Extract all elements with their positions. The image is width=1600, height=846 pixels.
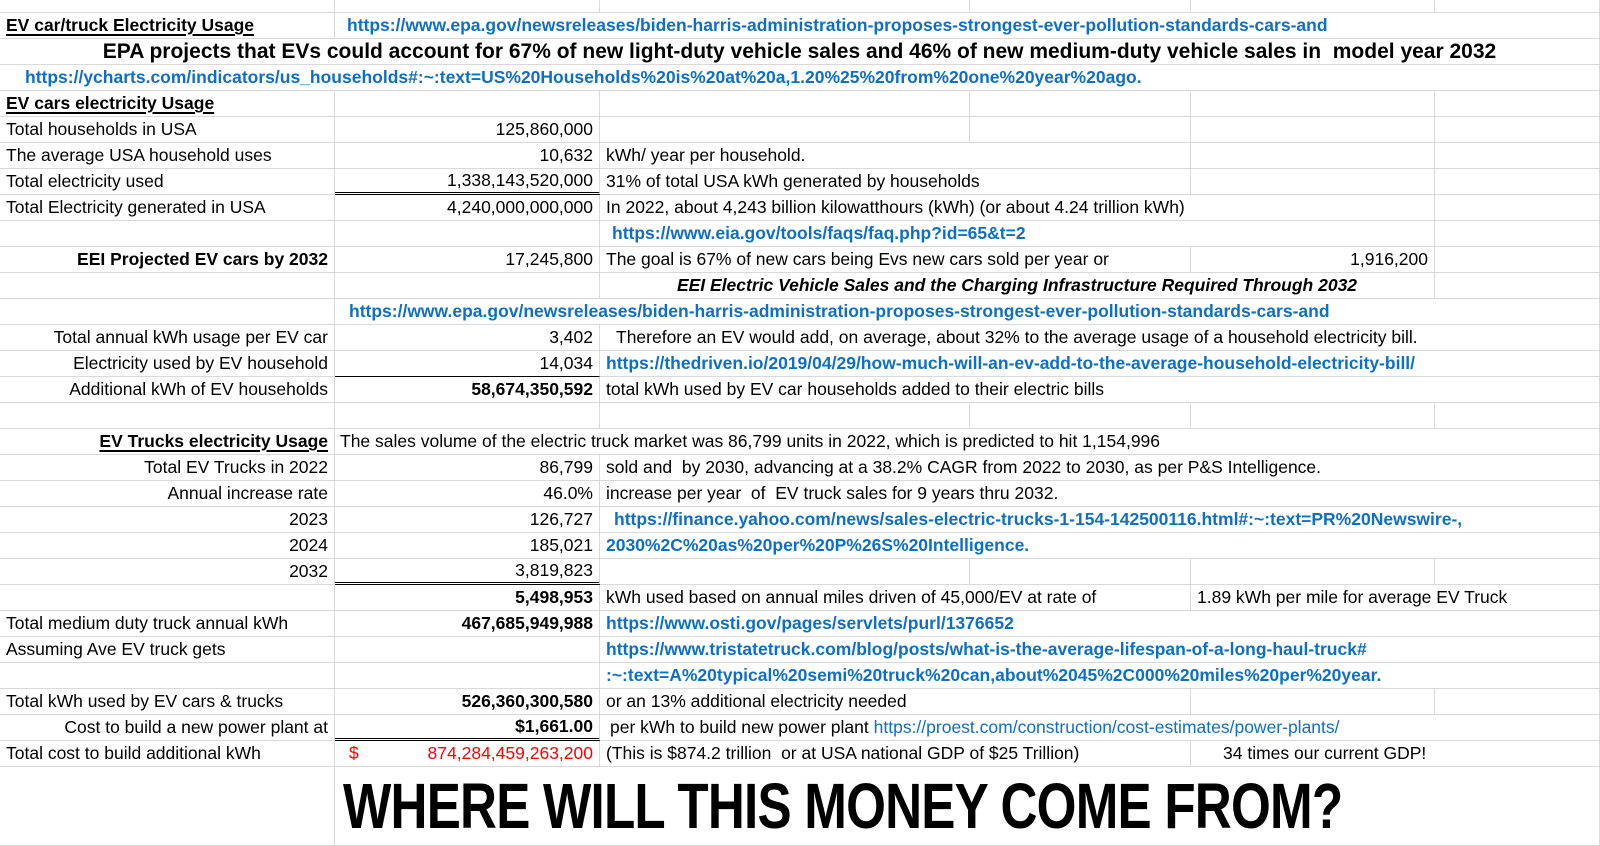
row-ev-cars-section [0,91,1600,117]
cell-empty [600,91,970,117]
label-year-2024[interactable] [0,533,335,559]
cell-empty [0,273,335,299]
section-title-ev-car-truck[interactable] [0,13,335,39]
cell-text: The sales volume of the electric truck market was 86,799 units in 2022, which is predicted to hit 1,154,996 [340,431,1161,451]
value-kwh-per-ev-car[interactable] [335,325,600,351]
cell-text: EPA projects that EVs could account for 67% of new light-duty vehicle sales and 46% of new medium-duty vehicle sales in model year 2032 [102,39,1497,63]
cell-text: EV cars electricity Usage [6,93,215,113]
label-ev-household[interactable] [0,351,335,377]
value-avg-household-kwh[interactable] [335,143,600,169]
cell-empty [335,663,600,689]
link-tristatetruck[interactable] [600,637,1600,663]
row-epa-link-2 [0,299,1600,325]
label-cost-power-plant[interactable] [0,715,335,741]
label-eei-projected[interactable] [0,247,335,273]
cell-text: 31% of total USA kWh generated by households [606,171,980,191]
row-truck-kwh-rate [0,585,1600,611]
link-yahoo-finance[interactable] [600,507,1600,533]
cell-empty [970,91,1191,117]
cell-text: Total households in USA [6,119,197,139]
cell-empty [335,221,600,247]
cell-empty [335,403,600,429]
label-total-cost[interactable] [0,741,335,767]
cell-text: The goal is 67% of new cars being Evs new cars sold per year or [606,249,1109,269]
cell-empty [0,221,335,247]
row-title [0,13,1600,39]
row-ev-trucks-section [0,429,1600,455]
epa-projection-statement[interactable] [0,39,1600,65]
cell-empty [0,299,335,325]
cell-empty [970,117,1191,143]
cell-empty [1191,117,1435,143]
cell-text: Total Electricity generated in USA [6,197,266,217]
link-text[interactable]: https://www.tristatetruck.com/blog/posts/what-is-the-average-lifespan-of-a-long-haul-truck# [606,639,1367,659]
currency-symbol: $ [349,743,359,763]
row-additional-kwh [0,377,1600,403]
cell-empty [1435,91,1600,117]
row-blank [0,403,1600,429]
value-new-cars-per-year[interactable] [1191,247,1435,273]
note-31-percent[interactable] [600,169,1191,195]
cell-text: 10,632 [539,145,593,165]
link-proest[interactable]: https://proest.com/construction/cost-estimates/power-plants/ [873,717,1340,737]
cell-text: 34 times our current GDP! [1223,743,1427,763]
link-osti[interactable] [600,611,1600,637]
cell-text: Total annual kWh usage per EV car [53,327,328,347]
cell-text: 86,799 [539,457,593,477]
note-34-times-gdp[interactable] [1191,741,1600,767]
label-kwh-per-ev-car[interactable] [0,325,335,351]
note-874-trillion[interactable] [600,741,1191,767]
cell-empty [1435,143,1600,169]
value-annual-increase[interactable] [335,481,600,507]
note-kwh-per-mile[interactable] [1191,585,1600,611]
cell-empty [970,403,1191,429]
cell-empty [335,273,600,299]
cell-text: Electricity used by EV household [73,353,328,373]
note-ev-adds-32-percent[interactable] [600,325,1600,351]
cell-empty [600,403,970,429]
link-text[interactable]: https://thedriven.io/2019/04/29/how-much-will-an-ev-add-to-the-average-household-electricity-bill/ [606,353,1416,373]
row-eei-projected [0,247,1600,273]
cell-empty [1435,247,1600,273]
row-ycharts-link [0,65,1600,91]
row-big-question [0,767,1600,846]
link-epa-pollution-standards-2[interactable] [335,299,1600,325]
value-trucks-2023[interactable] [335,507,600,533]
cell-text: In 2022, about 4,243 billion kilowatthours (kWh) (or about 4.24 trillion kWh) [606,197,1185,217]
label-total-electricity-used[interactable] [0,169,335,195]
cell-cost-note[interactable] [600,715,1600,741]
row-top-sliver [0,0,1600,13]
cell-text: increase per year of EV truck sales for 9 years thru 2032. [606,483,1059,503]
row-2023 [0,507,1600,533]
cell-text: 126,727 [529,509,593,529]
cell-text: EV Trucks electricity Usage [99,431,328,451]
cell-text: 467,685,949,988 [461,613,593,633]
note-annual-miles[interactable] [600,585,1191,611]
note-2022-generation[interactable] [600,195,1435,221]
row-medium-duty-kwh [0,611,1600,637]
label-additional-kwh[interactable] [0,377,335,403]
label-assuming-truck[interactable] [0,637,335,663]
cell-empty [1191,169,1435,195]
cell-empty [0,0,335,13]
cell-text: Additional kWh of EV households [69,379,328,399]
value-total-electricity-used[interactable] [335,169,600,195]
cell-text: Total medium duty truck annual kWh [6,613,289,633]
cell-empty [1435,689,1600,715]
cell-text: 1.89 kWh per mile for average EV Truck [1197,587,1508,607]
cell-text: Annual increase rate [167,483,328,503]
label-total-households[interactable] [0,117,335,143]
cell-text: WHERE WILL THIS MONEY COME FROM? [343,770,1343,842]
label-medium-duty-kwh[interactable] [0,611,335,637]
label-trucks-2022[interactable] [0,455,335,481]
cell-empty [1191,143,1435,169]
citation-eei-report[interactable] [600,273,1435,299]
cell-text: EEI Projected EV cars by 2032 [77,249,328,269]
label-total-cars-trucks[interactable] [0,689,335,715]
row-epa-projection [0,39,1600,65]
row-annual-increase [0,481,1600,507]
link-yahoo-finance-cont[interactable] [600,533,1600,559]
label-year-2023[interactable] [0,507,335,533]
cell-text: 2032 [289,561,328,581]
cell-text: Cost to build a new power plant at [64,717,328,737]
value-eei-projected-cars[interactable] [335,247,600,273]
cell-text: 2024 [289,535,328,555]
cell-text: 2023 [289,509,328,529]
value-truck-total[interactable] [335,585,600,611]
cell-text: Total EV Trucks in 2022 [144,457,328,477]
row-cost-power-plant [0,715,1600,741]
value-cost-per-kwh[interactable] [335,715,600,741]
row-total-cost [0,741,1600,767]
cell-empty [1191,403,1435,429]
row-electricity-ev-household [0,351,1600,377]
cell-empty [1191,0,1435,13]
cell-empty [1435,273,1600,299]
cell-empty [0,767,335,846]
row-kwh-per-ev-car [0,325,1600,351]
link-eia-faq[interactable] [600,221,1435,247]
row-avg-household-usage [0,143,1600,169]
value-total-cars-trucks[interactable] [335,689,600,715]
row-total-households [0,117,1600,143]
note-truck-market-volume[interactable] [335,429,1600,455]
cell-text: 3,819,823 [515,560,593,580]
link-text[interactable]: https://www.eia.gov/tools/faqs/faq.php?id=65&t=2 [612,223,1026,243]
note-total-kwh-ev-households[interactable] [600,377,1600,403]
row-eia-link [0,221,1600,247]
section-title-ev-cars[interactable] [0,91,335,117]
cell-text: 1,338,143,520,000 [447,170,593,190]
cell-text: $1,661.00 [515,716,593,736]
cell-empty [1435,221,1600,247]
row-total-generated [0,195,1600,221]
label-year-2032[interactable] [0,559,335,585]
label-total-generated[interactable] [0,195,335,221]
cell-empty [335,91,600,117]
cell-text: sold and by 2030, advancing at a 38.2% CAGR from 2022 to 2030, as per P&S Intelligence. [606,457,1322,477]
link-epa-pollution-standards[interactable] [335,13,1600,39]
value-medium-duty-kwh[interactable] [335,611,600,637]
cell-text: 14,034 [539,353,593,373]
cell-empty [1435,403,1600,429]
row-eei-citation [0,273,1600,299]
cell-text: 185,021 [529,535,593,555]
note-67-percent-goal[interactable] [600,247,1191,273]
cell-empty [1435,0,1600,13]
note-13-percent[interactable] [600,689,1191,715]
link-text[interactable]: https://www.epa.gov/newsreleases/biden-harris-administration-proposes-strongest-ever-pollution-standards-cars-and [349,301,1330,321]
link-text[interactable]: https://ycharts.com/indicators/us_households#:~:text=US%20Households%20is%20at%20a,1.20%25%20from%20one%20year%20ago. [25,67,1142,87]
cell-text: Therefore an EV would add, on average, about 32% to the average usage of a household electricity bill. [616,327,1418,347]
cell-text: EV car/truck Electricity Usage [6,15,255,35]
cell-text: Total kWh used by EV cars & trucks [6,691,284,711]
cell-text: 5,498,953 [515,587,593,607]
link-thedriven[interactable] [600,351,1600,377]
cell-empty [1191,689,1435,715]
headline-where-will-money-come-from[interactable] [335,767,1600,846]
note-cagr[interactable] [600,455,1600,481]
cell-text: (This is $874.2 trillion or at USA national GDP of $25 Trillion) [606,743,1080,763]
cell-empty [600,559,970,585]
row-trucks-2022 [0,455,1600,481]
section-title-ev-trucks[interactable] [0,429,335,455]
cell-empty [1435,195,1600,221]
cell-text: Total cost to build additional kWh [6,743,261,763]
cell-empty [1191,91,1435,117]
cell-empty [335,0,600,13]
cell-empty [970,0,1191,13]
link-text[interactable]: https://www.epa.gov/newsreleases/biden-harris-administration-proposes-strongest-ever-pollution-standards-cars-and [347,15,1328,35]
cell-empty [1191,559,1435,585]
cell-text: kWh used based on annual miles driven of 45,000/EV at rate of [606,587,1097,607]
link-text[interactable]: 2030%2C%20as%20per%20P%26S%20Intelligence. [606,535,1030,555]
note-kwh-per-household[interactable] [600,143,1191,169]
note-per-kwh-build: per kWh to build new power plant [610,717,874,737]
cell-empty [1435,117,1600,143]
value-total-cost: 874,284,459,263,200 [427,743,593,763]
cell-text: 125,860,000 [495,119,593,139]
cell-text: total kWh used by EV car households added to their electric bills [606,379,1105,399]
value-trucks-2024[interactable] [335,533,600,559]
cell-empty [335,637,600,663]
cell-empty [0,403,335,429]
note-increase-per-year[interactable] [600,481,1600,507]
cell-text: 4,240,000,000,000 [447,197,593,217]
cell-empty [970,559,1191,585]
cell-empty [600,0,970,13]
row-total-cars-trucks [0,689,1600,715]
cell-text: The average USA household uses [6,145,272,165]
link-ycharts-households[interactable] [0,65,1600,91]
value-ev-household-kwh[interactable] [335,351,600,377]
link-text[interactable]: :~:text=A%20typical%20semi%20truck%20can,about%2045%2C000%20miles%20per%20year. [606,665,1382,685]
cell-empty [1435,169,1600,195]
row-2032 [0,559,1600,585]
cell-empty [600,117,970,143]
cell-text: Assuming Ave EV truck gets [6,639,226,659]
cell-empty [1435,559,1600,585]
value-trucks-2032[interactable] [335,559,600,585]
cell-text: 3,402 [549,327,593,347]
row-total-electricity-used [0,169,1600,195]
value-trucks-2022[interactable] [335,455,600,481]
row-assuming-truck [0,637,1600,663]
label-annual-increase[interactable] [0,481,335,507]
cell-text: 58,674,350,592 [471,379,593,399]
cell-text: Total electricity used [6,171,164,191]
cell-total-cost[interactable] [335,741,600,767]
cell-empty [0,663,335,689]
link-text[interactable]: https://www.osti.gov/pages/servlets/purl/1376652 [606,613,1014,633]
value-total-households[interactable] [335,117,600,143]
cell-empty [0,585,335,611]
link-text[interactable]: https://finance.yahoo.com/news/sales-electric-trucks-1-154-142500116.html#:~:text=PR%20Newswire-, [614,509,1463,529]
cell-text: 17,245,800 [505,249,593,269]
cell-text: 46.0% [543,483,593,503]
cell-text: 1,916,200 [1350,249,1428,269]
cell-text: or an 13% additional electricity needed [606,691,907,711]
row-tristate-cont [0,663,1600,689]
value-total-generated[interactable] [335,195,600,221]
cell-text: kWh/ year per household. [606,145,806,165]
cell-text: 526,360,300,580 [461,691,593,711]
cell-text: EEI Electric Vehicle Sales and the Charging Infrastructure Required Through 2032 [676,275,1358,295]
row-2024 [0,533,1600,559]
label-avg-household-usage[interactable] [0,143,335,169]
link-tristatetruck-cont[interactable] [600,663,1600,689]
value-additional-kwh[interactable] [335,377,600,403]
